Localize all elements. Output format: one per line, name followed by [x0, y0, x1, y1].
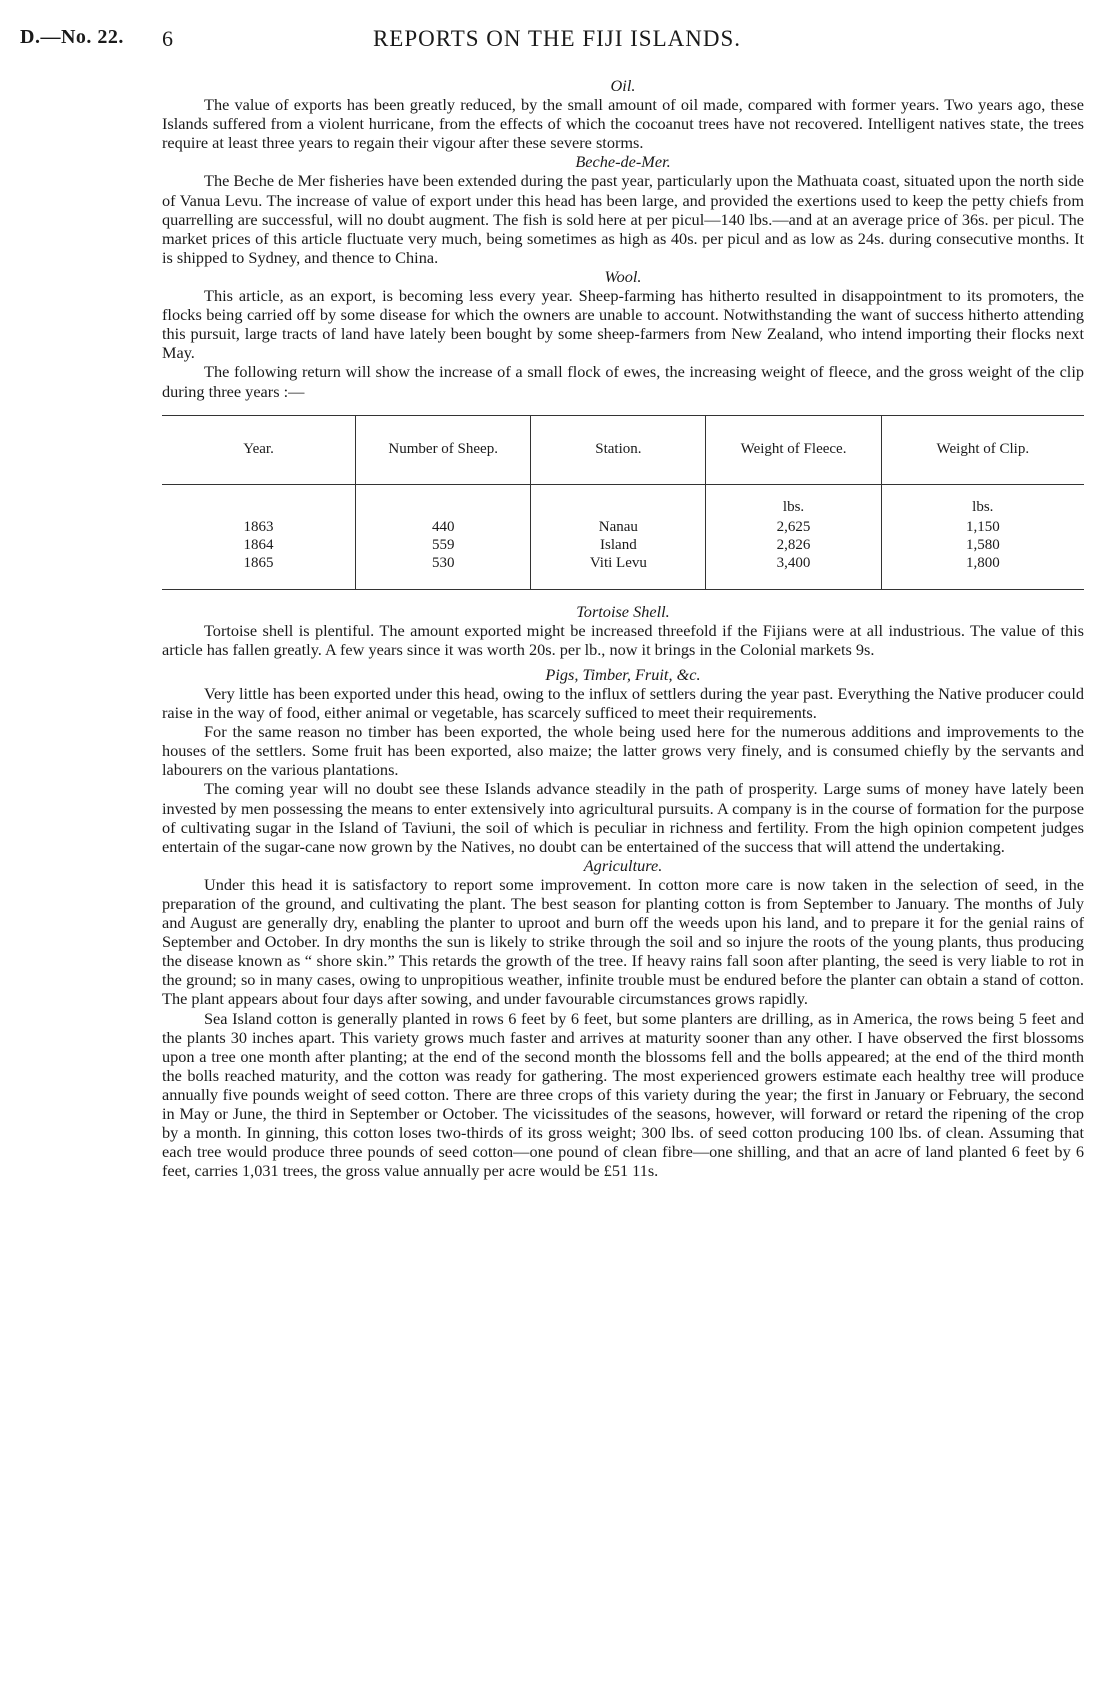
- table-units-row: [162, 484, 1084, 519]
- wool-return-table: [162, 415, 1084, 590]
- section-heading-tortoise-shell: Tortoise Shell.: [576, 601, 670, 621]
- section-heading-oil: Oil.: [610, 76, 636, 95]
- table-cell: 1864: [243, 536, 274, 553]
- paragraph-beche-de-mer: The Beche de Mer fisheries have been extended during the past year, particularly upon the Mathuata coast, situated upon the north side of Vanua Levu. The increase of value of export under this head has been large, and provided the exertions used to keep the petty chiefs from quarrelling are successful, will no doubt augment. The fish is sold here at per picul—140 lbs.—and at an average price of 36s. per picul. The market prices of this article fluctuate very much, being sometimes as high as 40s. per picul and as low as 24s. during consecutive months. It is shipped to Sydney, and thence to China.: [162, 171, 1084, 267]
- table-row: [162, 519, 1084, 537]
- table-cell: 1865: [243, 554, 274, 571]
- section-heading-wool: Wool.: [604, 266, 642, 286]
- page-body: [162, 76, 1084, 1180]
- table-cell: Island: [531, 537, 706, 555]
- table-cell: Nanau: [531, 519, 706, 537]
- unit-cell: [531, 484, 706, 519]
- paragraph-wool-1: This article, as an export, is becoming less every year. Sheep-farming has hitherto resulted in disappointment to its promoters, the flocks being carried off by some disease for which the owners are unable to account. Notwithstanding the want of success hitherto attending this pursuit, large tracts of land have lately been bought by some sheep-farmers from New Zealand, who intend importing their flocks next May.: [162, 286, 1084, 363]
- column-header-weight-of-clip: Weight of Clip.: [881, 415, 1084, 484]
- table-cell: 1863: [243, 518, 274, 535]
- column-header-weight-of-fleece: Weight of Fleece.: [706, 415, 881, 484]
- column-header-year: Year.: [162, 415, 356, 484]
- paragraph-tortoise-shell: Tortoise shell is plentiful. The amount exported might be increased threefold if the Fijians were at all industrious. The value of this article has fallen greatly. A few years since it was worth 20s. per lb., now it brings in the Colonial markets 9s.: [162, 620, 1084, 659]
- table-row: [162, 555, 1084, 573]
- unit-cell: [356, 484, 531, 519]
- table-header-row: [162, 415, 1084, 484]
- table-cell: Viti Levu: [531, 555, 706, 573]
- paragraph-wool-2: The following return will show the increase of a small flock of ewes, the increasing weight of fleece, and the gross weight of the clip during three years :—: [162, 362, 1084, 401]
- table-cell: 1,150: [881, 519, 1084, 537]
- paragraph-oil: The value of exports has been greatly reduced, by the small amount of oil made, compared with former years. Two years ago, these Islands suffered from a violent hurricane, from the effects of which the cocoanut trees have not recovered. Intelligent natives state, the trees require at least three years to regain their vigour after these severe storms.: [162, 95, 1084, 153]
- table-cell: 2,625: [706, 519, 881, 537]
- unit-cell: lbs.: [706, 484, 881, 519]
- paragraph-pigs-2: For the same reason no timber has been exported, the whole being used here for the numerous additions and improvements to the houses of the settlers. Some fruit has been exported, also maize; the latter grows very finely, and is consumed chiefly by the servants and labourers on the various plantations.: [162, 722, 1084, 780]
- wool-table-container: [162, 415, 1084, 590]
- section-heading-agriculture: Agriculture.: [583, 855, 663, 875]
- unit-cell: [162, 484, 356, 519]
- paragraph-agriculture-2: Sea Island cotton is generally planted in rows 6 feet by 6 feet, but some planters are drilling, as in America, the rows being 5 feet and the plants 30 inches apart. This variety grows much faster and arrives at maturity sooner than any other. I have observed the first blossoms upon a tree one month after planting; at the end of the second month the blossoms fell and the bolls appeared; at the end of the third month the bolls reached maturity, and the cotton was ready for gathering. The most experienced growers estimate each healthy tree will produce annually five pounds weight of seed cotton. There are three crops of this variety during the year; the first in January or February, the second in May or June, the third in September or October. The vicissitudes of the seasons, however, will forward or retard the ripening of the crop by a month. In ginning, this cotton loses two-thirds of its gross weight; 300 lbs. of seed cotton producing 100 lbs. of clean. Assuming that each tree would produce three pounds of seed cotton—one pound of clean fibre—one shilling, and that an acre of land planted 6 feet by 6 feet, carries 1,031 trees, the gross value annually per acre would be £51 11s.: [162, 1008, 1084, 1181]
- table-cell: 1,580: [881, 537, 1084, 555]
- page-header: [0, 26, 1114, 56]
- page-number: 6: [162, 26, 173, 51]
- table-cell: 530: [356, 555, 531, 573]
- table-cell: 1,800: [881, 555, 1084, 573]
- running-title: REPORTS ON THE FIJI ISLANDS.: [372, 26, 742, 51]
- table-row: [162, 537, 1084, 555]
- unit-cell: lbs.: [881, 484, 1084, 519]
- table-bottom-padding: [162, 573, 1084, 590]
- paragraph-agriculture-1: Under this head it is satisfactory to report some improvement. In cotton more care is now taken in the selection of seed, in the preparation of the ground, and cultivating the plant. The best season for planting cotton is from September to January. The months of July and August are generally dry, enabling the planter to uproot and burn off the weeds upon his land, and to prepare it for the genial rains of September and October. In dry months the sun is likely to strike through the soil and so injure the roots of the young plants, thus producing the disease known as “ shore skin.” This retards the growth of the tree. If heavy rains fall soon after planting, the seed is very liable to rot in the ground; so in many cases, owing to unpropitious weather, infinite trouble must be endured before the planter can obtain a stand of cotton. The plant appears about four days after sowing, and under favourable circumstances grows rapidly.: [162, 874, 1084, 1009]
- section-heading-beche-de-mer: Beche-de-Mer.: [575, 152, 671, 172]
- section-heading-pigs-timber-fruit: Pigs, Timber, Fruit, &c.: [545, 664, 701, 684]
- column-header-station: Station.: [531, 415, 706, 484]
- paragraph-pigs-3: The coming year will no doubt see these Islands advance steadily in the path of prosperity. Large sums of money have lately been invested by men possessing the means to enter extensively into agricultural pursuits. A company is in the course of formation for the purpose of cultivating sugar in the Island of Taviuni, the soil of which is peculiar in richness and fertility. From the high opinion competent judges entertain of the sugar-cane now grown by the Natives, no doubt can be entertained of the success that will attend the undertaking.: [162, 779, 1084, 856]
- paragraph-pigs-1: Very little has been exported under this head, owing to the influx of settlers during the year past. Everything the Native producer could raise in the way of food, either animal or vegetable, has scarcely sufficed to meet their requirements.: [162, 683, 1084, 723]
- table-cell: 440: [356, 519, 531, 537]
- table-cell: 3,400: [706, 555, 881, 573]
- table-cell: 559: [356, 537, 531, 555]
- document-id: D.—No. 22.: [20, 26, 124, 48]
- column-header-number-of-sheep: Number of Sheep.: [356, 415, 531, 484]
- table-cell: 2,826: [706, 537, 881, 555]
